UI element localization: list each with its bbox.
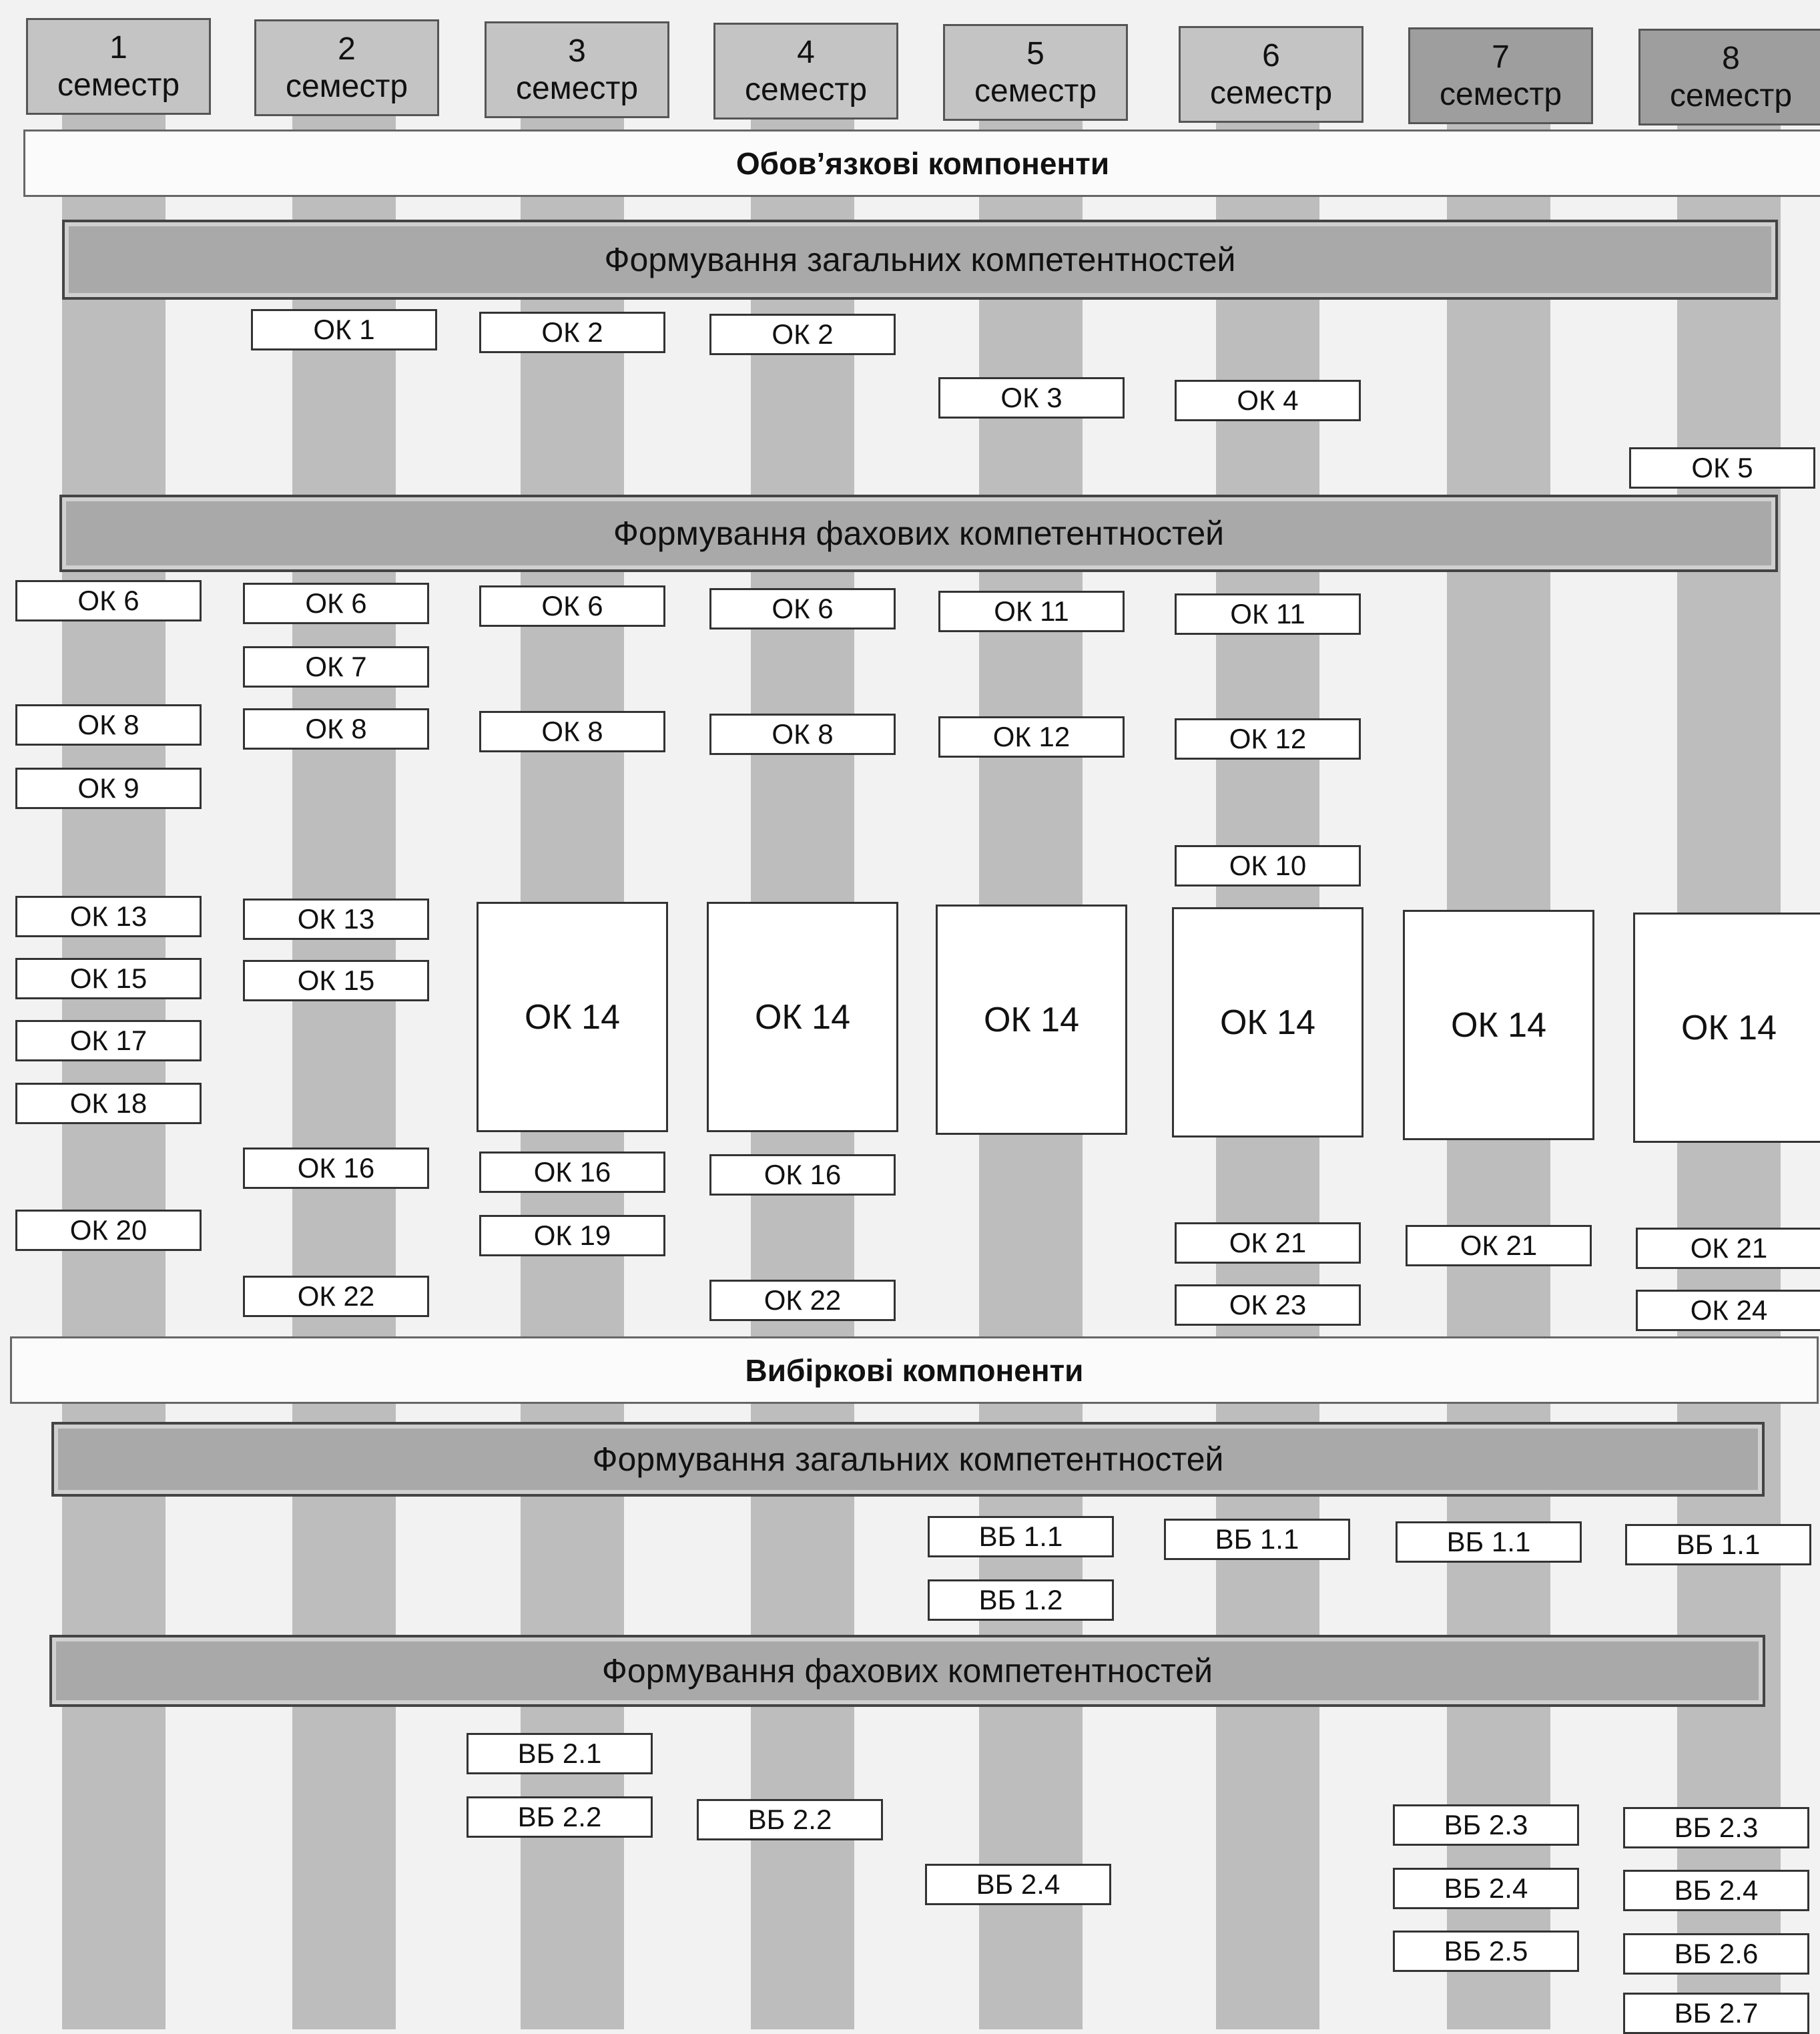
course-box: ВБ 1.1 xyxy=(1164,1519,1350,1560)
semester-header-1 xyxy=(26,18,211,115)
semester-number: 2 xyxy=(338,31,356,67)
course-box: ОК 6 xyxy=(479,585,665,627)
course-box: ОК 23 xyxy=(1175,1284,1361,1326)
course-box: ОК 8 xyxy=(243,708,429,750)
course-box: ОК 6 xyxy=(243,583,429,624)
semester-number: 1 xyxy=(109,29,127,65)
course-box: ВБ 2.2 xyxy=(697,1799,883,1840)
course-box: ОК 6 xyxy=(15,580,202,621)
group-mandatory-professional: Формування фахових компетентностей xyxy=(59,495,1778,572)
course-box: ОК 3 xyxy=(938,377,1125,419)
course-box: ОК 4 xyxy=(1175,380,1361,421)
group-mandatory-general: Формування загальних компетентностей xyxy=(62,220,1778,300)
course-box: ОК 14 xyxy=(1403,910,1594,1140)
course-box: ОК 14 xyxy=(936,905,1127,1135)
semester-word: семестр xyxy=(1439,76,1562,112)
course-box: ОК 11 xyxy=(1175,593,1361,635)
course-box: ОК 16 xyxy=(243,1148,429,1189)
semester-header-3 xyxy=(485,21,669,118)
course-box: ВБ 2.2 xyxy=(467,1796,653,1838)
course-box: ОК 15 xyxy=(15,958,202,999)
course-box: ОК 6 xyxy=(709,588,896,629)
course-box: ОК 12 xyxy=(938,716,1125,758)
course-box: ОК 16 xyxy=(479,1152,665,1193)
semester-number: 8 xyxy=(1722,40,1740,76)
semester-header-2 xyxy=(254,19,439,116)
course-box: ВБ 2.4 xyxy=(925,1864,1111,1905)
course-box: ОК 21 xyxy=(1406,1225,1592,1266)
semester-word: семестр xyxy=(974,73,1097,109)
semester-header-8 xyxy=(1638,29,1820,125)
course-box: ОК 21 xyxy=(1175,1222,1361,1264)
course-box: ОК 14 xyxy=(477,902,668,1132)
course-box: ОК 18 xyxy=(15,1083,202,1124)
semester-header-4 xyxy=(713,23,898,119)
course-box: ВБ 1.2 xyxy=(928,1579,1114,1621)
course-box: ОК 14 xyxy=(1172,907,1363,1137)
course-box: ОК 5 xyxy=(1629,447,1815,489)
course-box: ОК 2 xyxy=(479,312,665,353)
course-box: ОК 13 xyxy=(243,899,429,940)
course-box: ОК 12 xyxy=(1175,718,1361,760)
course-box: ОК 8 xyxy=(479,711,665,752)
semester-word: семестр xyxy=(1209,75,1333,111)
course-box: ОК 7 xyxy=(243,646,429,688)
course-box: ВБ 2.4 xyxy=(1393,1868,1579,1909)
semester-column-2 xyxy=(292,103,396,2029)
group-elective-general: Формування загальних компетентностей xyxy=(51,1422,1765,1497)
course-box: ВБ 2.4 xyxy=(1623,1870,1809,1911)
semester-number: 6 xyxy=(1262,37,1280,73)
course-box: ОК 8 xyxy=(709,714,896,755)
section-mandatory: Обов’язкові компоненти xyxy=(23,130,1820,197)
group-elective-professional: Формування фахових компетентностей xyxy=(49,1635,1765,1707)
semester-number: 3 xyxy=(568,33,586,69)
semester-word: семестр xyxy=(1669,77,1793,113)
course-box: ОК 8 xyxy=(15,704,202,746)
course-box: ВБ 2.5 xyxy=(1393,1931,1579,1972)
course-box: ОК 14 xyxy=(1633,913,1820,1143)
course-box: ОК 13 xyxy=(15,896,202,937)
course-box: ОК 14 xyxy=(707,902,898,1132)
course-box: ОК 11 xyxy=(938,591,1125,632)
semester-word: семестр xyxy=(57,67,180,103)
semester-word: семестр xyxy=(515,70,639,106)
course-box: ВБ 2.6 xyxy=(1623,1933,1809,1975)
semester-number: 7 xyxy=(1492,39,1510,75)
semester-number: 5 xyxy=(1026,35,1044,71)
course-box: ВБ 2.3 xyxy=(1393,1804,1579,1846)
semester-header-6 xyxy=(1179,26,1363,123)
course-box: ВБ 2.7 xyxy=(1623,1993,1809,2034)
course-box: ОК 20 xyxy=(15,1210,202,1251)
course-box: ОК 10 xyxy=(1175,845,1361,886)
course-box: ОК 24 xyxy=(1636,1290,1820,1331)
course-box: ВБ 2.3 xyxy=(1623,1807,1809,1848)
course-box: ОК 1 xyxy=(251,309,437,350)
semester-word: семестр xyxy=(744,71,868,107)
course-box: ОК 22 xyxy=(243,1276,429,1317)
section-elective: Вибіркові компоненти xyxy=(10,1336,1819,1404)
semester-header-7 xyxy=(1408,27,1593,124)
semester-number: 4 xyxy=(797,34,815,70)
course-box: ОК 16 xyxy=(709,1154,896,1196)
course-box: ВБ 1.1 xyxy=(1396,1521,1582,1563)
semester-word: семестр xyxy=(285,68,408,104)
semester-column-1 xyxy=(62,103,166,2029)
course-box: ВБ 1.1 xyxy=(928,1516,1114,1557)
course-box: ОК 17 xyxy=(15,1020,202,1061)
course-box: ОК 19 xyxy=(479,1215,665,1256)
semester-header-5 xyxy=(943,24,1128,121)
course-box: ОК 22 xyxy=(709,1280,896,1321)
course-box: ВБ 1.1 xyxy=(1625,1524,1811,1565)
course-box: ВБ 2.1 xyxy=(467,1733,653,1774)
course-box: ОК 21 xyxy=(1636,1228,1820,1269)
course-box: ОК 9 xyxy=(15,768,202,809)
course-box: ОК 15 xyxy=(243,960,429,1001)
course-box: ОК 2 xyxy=(709,314,896,355)
